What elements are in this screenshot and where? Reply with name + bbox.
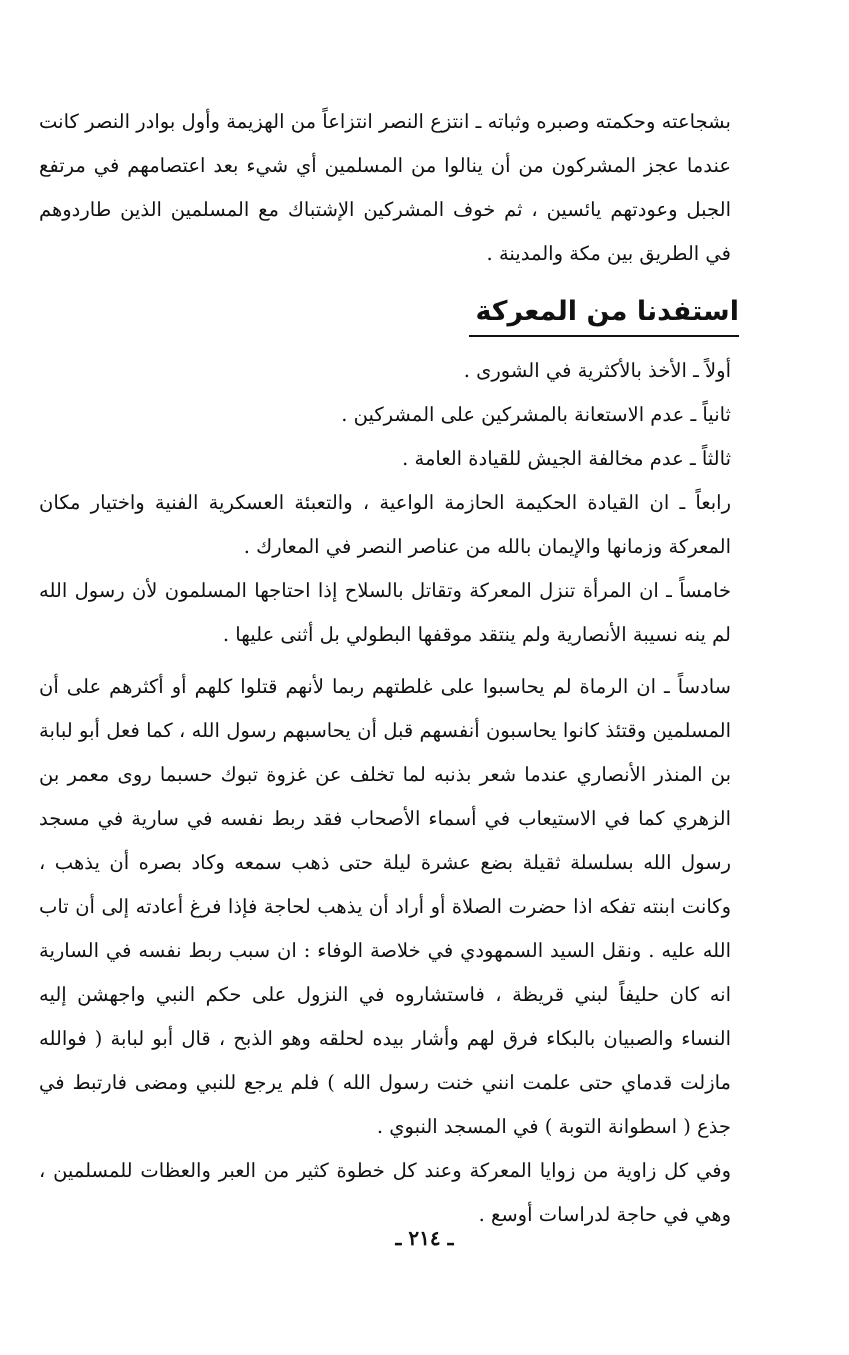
section-heading: استفدنا من المعركة	[469, 292, 739, 337]
lesson-item-4: رابعاً ـ ان القيادة الحكيمة الحازمة الواعية ، والتعبئة العسكرية الفنية واختيار مكان المعركة وزمانها والإيمان بالله من عناصر النصر في المعارك .	[39, 491, 731, 558]
lesson-item-3: ثالثاً ـ عدم مخالفة الجيش للقيادة العامة .	[402, 447, 731, 470]
page-number: ـ ٢١٤ ـ	[395, 1226, 454, 1250]
section-heading-wrap	[39, 292, 739, 337]
page-body	[39, 100, 739, 1237]
lesson-item-2: ثانياً ـ عدم الاستعانة بالمشركين على المشركين .	[341, 403, 731, 426]
lesson-item-6: سادساً ـ ان الرماة لم يحاسبوا على غلطتهم ربما لأنهم قتلوا كلهم أو أكثرهم على أن المسلمين وقتئذ كانوا يحاسبون أنفسهم قبل أن يحاسبهم رسول الله ، كما فعل أبو لبابة بن المنذر الأنصاري عندما شعر بذنبه لما تخلف عن غزوة تبوك حسبما روى معمر بن الزهري كما في الاستيعاب في أسماء الأصحاب فقد ربط نفسه في سارية في مسجد رسول الله بسلسلة ثقيلة بضع عشرة ليلة حتى ذهب سمعه وكاد بصره أن يذهب ، وكانت ابنته تفكه اذا حضرت الصلاة أو أراد أن يذهب لحاجة فإذا فرغ أعادته إلى أن تاب الله عليه . ونقل السيد السمهودي في خلاصة الوفاء : ان سبب ربط نفسه في السارية انه كان حليفاً لبني قريظة ، فاستشاروه في النزول على حكم النبي واجهشن إليه النساء والصبيان بالبكاء فرق لهم وأشار بيده لحلقه وهو الذبح ، قال أبو لبابة ( فوالله مازلت قدماي حتى علمت انني خنت رسول الله ) فلم يرجع للنبي ومضى فارتبط في جذع ( اسطوانة التوبة ) في المسجد النبوي .	[39, 675, 731, 1138]
intro-paragraph: بشجاعته وحكمته وصبره وثباته ـ انتزع النصر انتزاعاً من الهزيمة وأول بوادر النصر كانت عندما عجز المشركون من أن ينالوا من المسلمين أي شيء بعد اعتصامهم في مرتفع الجبل وعودتهم يائسين ، ثم خوف المشركين الإشتباك مع المسلمين الذين طاردوهم في الطريق بين مكة والمدينة .	[39, 110, 731, 265]
closing-paragraph: وفي كل زاوية من زوايا المعركة وعند كل خطوة كثير من العبر والعظات للمسلمين ، وهي في حاجة لدراسات أوسع .	[39, 1159, 731, 1226]
lesson-item-5: خامساً ـ ان المرأة تنزل المعركة وتقاتل بالسلاح إذا احتاجها المسلمون لأن رسول الله لم ينه نسيبة الأنصارية ولم ينتقد موقفها البطولي بل أثنى عليها .	[39, 579, 731, 646]
lesson-item-1: أولاً ـ الأخذ بالأكثرية في الشورى .	[463, 359, 731, 382]
